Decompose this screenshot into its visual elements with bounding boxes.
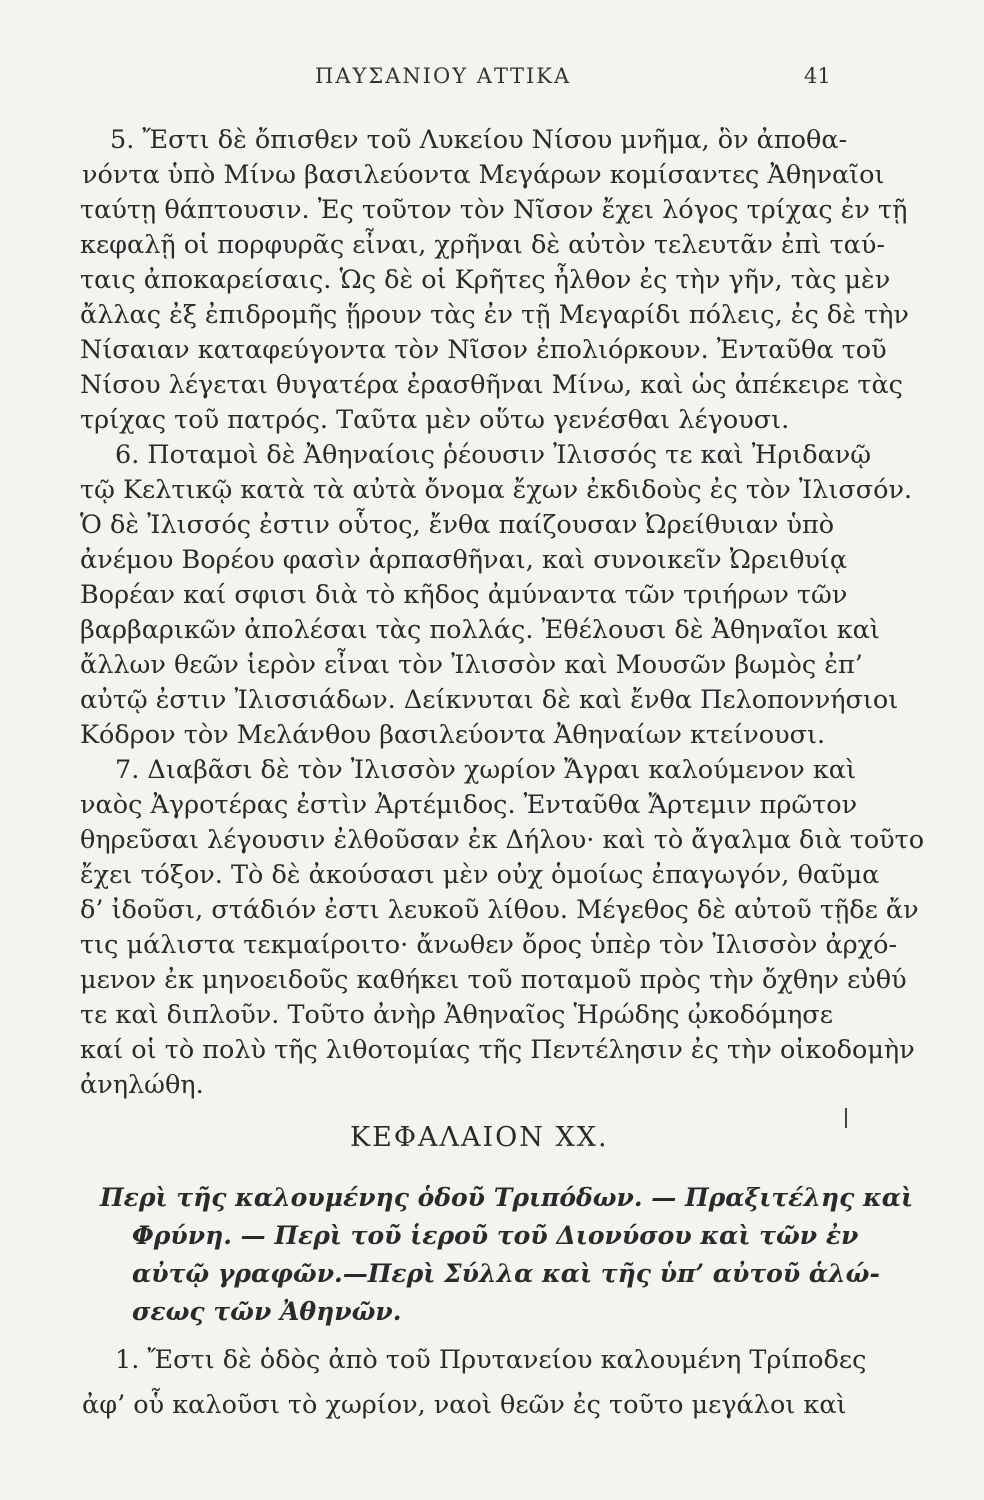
text-line: ἀνέμου Βορέου φασὶν ἁρπασθῆναι, καὶ συνοικεῖν Ὠρειθυίᾳ [80, 545, 848, 575]
text-line: κεφαλῇ οἱ πορφυρᾶς εἶναι, χρῆναι δὲ αὐτὸν τελευτᾶν ἐπὶ ταύ- [80, 230, 886, 260]
text-line: βαρβαρικῶν ἀπολέσαι τὰς πολλάς. Ἐθέλουσι δὲ Ἀθηναῖοι καὶ [80, 615, 880, 645]
page-header [0, 58, 984, 98]
text-line: μενον ἐκ μηνοειδοῦς καθήκει τοῦ ποταμοῦ πρὸς τὴν ὄχθην εὐθύ [80, 965, 907, 995]
text-line: τρίχας τοῦ πατρός. Ταῦτα μὲν οὕτω γενέσθαι λέγουσι. [80, 405, 790, 435]
text-line: ναὸς Ἀγροτέρας ἐστὶν Ἀρτέμιδος. Ἐνταῦθα Ἄρτεμιν πρῶτον [80, 790, 858, 820]
text-line: ἄλλων θεῶν ἱερὸν εἶναι τὸν Ἰλισσὸν καὶ Μουσῶν βωμὸς ἐπ’ [80, 650, 863, 680]
text-line: ταις ἀποκαρείσαις. Ὡς δὲ οἱ Κρῆτες ἦλθον ἐς τὴν γῆν, τὰς μὲν [80, 265, 891, 295]
text-line: αὐτῷ ἐστιν Ἰλισσιάδων. Δείκνυται δὲ καὶ ἔνθα Πελοποννήσιοι [80, 685, 899, 715]
text-line: τις μάλιστα τεκμαίροιτο· ἄνωθεν ὄρος ὑπὲρ τὸν Ἰλισσὸν ἀρχό- [80, 930, 898, 960]
summary-line: Περὶ τῆς καλουμένης ὁδοῦ Τριπόδων. — Πραξιτέλης καὶ [100, 1183, 914, 1212]
text-line: ἄλλας ἐξ ἐπιδρομῆς ᾕρουν τὰς ἐν τῇ Μεγαρίδι πόλεις, ἐς δὲ τὴν [80, 300, 909, 330]
summary-line: αὐτῷ γραφῶν.—Περὶ Σύλλα καὶ τῆς ὑπ’ αὐτοῦ ἁλώ- [132, 1259, 880, 1288]
text-line: 6. Ποταμοὶ δὲ Ἀθηναίοις ῥέουσιν Ἰλισσός τε καὶ Ἠριδανῷ [115, 440, 872, 470]
text-line: θηρεῦσαι λέγουσιν ἐλθοῦσαν ἐκ Δήλου· καὶ τὸ ἄγαλμα διὰ τοῦτο [80, 825, 925, 855]
page-number: 41 [804, 64, 831, 88]
text-line: Ὁ δὲ Ἰλισσός ἐστιν οὗτος, ἔνθα παίζουσαν Ὠρείθυιαν ὑπὸ [80, 510, 835, 540]
text-line: τῷ Κελτικῷ κατὰ τὰ αὐτὰ ὄνομα ἔχων ἐκδιδοὺς ἐς τὸν Ἰλισσόν. [80, 475, 913, 505]
text-line: 7. Διαβᾶσι δὲ τὸν Ἰλισσὸν χωρίον Ἄγραι καλούμενον καὶ [115, 755, 857, 785]
margin-mark [845, 1108, 847, 1128]
text-line: δ’ ἰδοῦσι, στάδιόν ἐστι λευκοῦ λίθου. Μέγεθος δὲ αὐτοῦ τῇδε ἄν [80, 895, 919, 925]
text-line: 1. Ἔστι δὲ ὁδὸς ἀπὸ τοῦ Πρυτανείου καλουμένη Τρίποδες [115, 1345, 867, 1375]
text-line: Νίσου λέγεται θυγατέρα ἐρασθῆναι Μίνω, καὶ ὡς ἀπέκειρε τὰς [80, 370, 903, 400]
text-line: ταύτῃ θάπτουσιν. Ἐς τοῦτον τὸν Νῖσον ἔχει λόγος τρίχας ἐν τῇ [80, 195, 908, 225]
text-line: 5. Ἔστι δὲ ὄπισθεν τοῦ Λυκείου Νίσου μνῆμα, ὃν ἀποθα- [110, 125, 848, 155]
text-line: Κόδρον τὸν Μελάνθου βασιλεύοντα Ἀθηναίων κτείνουσι. [80, 720, 826, 750]
text-line: νόντα ὑπὸ Μίνω βασιλεύοντα Μεγάρων κομίσαντες Ἀθηναῖοι [82, 160, 885, 190]
text-line: τε καὶ διπλοῦν. Τοῦτο ἀνὴρ Ἀθηναῖος Ἡρώδης ᾠκοδόμησε [80, 1000, 833, 1030]
text-line: ἔχει τόξον. Τὸ δὲ ἀκούσασι μὲν οὐχ ὁμοίως ἐπαγωγόν, θαῦμα [80, 860, 880, 890]
text-line: Βορέαν καί σφισι διὰ τὸ κῆδος ἀμύναντα τῶν τριήρων τῶν [80, 580, 848, 610]
text-line: ἀφ’ οὗ καλοῦσι τὸ χωρίον, ναοὶ θεῶν ἐς τοῦτο μεγάλοι καὶ [82, 1390, 847, 1420]
summary-line: Φρύνη. — Περὶ τοῦ ἱεροῦ τοῦ Διονύσου καὶ τῶν ἐν [132, 1221, 859, 1250]
summary-line: σεως τῶν Ἀθηνῶν. [132, 1297, 402, 1326]
text-line: καί οἱ τὸ πολὺ τῆς λιθοτομίας τῆς Πεντέλησιν ἐς τὴν οἰκοδομὴν [80, 1035, 915, 1065]
chapter-heading: ΚΕΦΑΛΑΙΟΝ XX. [350, 1122, 609, 1153]
running-title: ΠΑΥΣΑΝΙΟΥ ΑΤΤΙΚΑ [315, 64, 572, 88]
text-line: ἀνηλώθη. [80, 1070, 204, 1100]
text-line: Νίσαιαν καταφεύγοντα τὸν Νῖσον ἐπολιόρκουν. Ἐνταῦθα τοῦ [80, 335, 887, 365]
